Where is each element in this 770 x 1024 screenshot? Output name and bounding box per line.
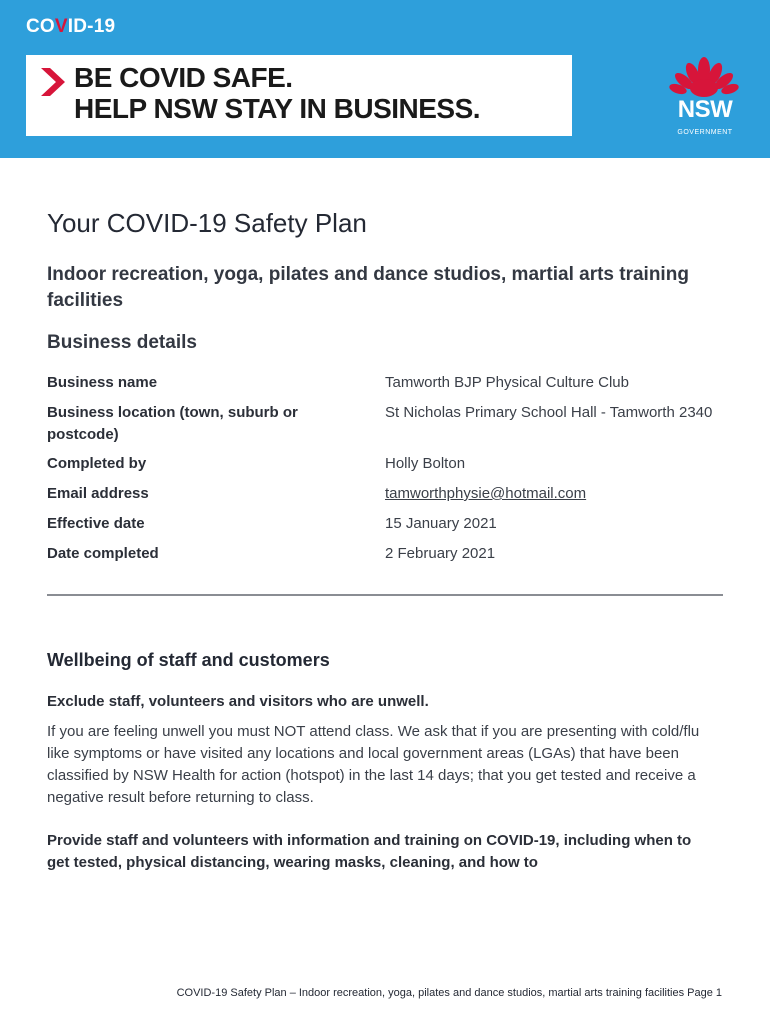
- nsw-logo-government: GOVERNMENT: [677, 129, 733, 136]
- chevron-right-icon: [41, 68, 65, 96]
- page-header: [0, 0, 770, 158]
- be-covid-safe-banner: [26, 55, 572, 136]
- field-label: Effective date: [47, 515, 145, 532]
- page-subtitle: Indoor recreation, yoga, pilates and dance studios, martial arts training facilities: [47, 264, 689, 311]
- business-details-heading: Business details: [47, 332, 197, 353]
- section-divider: [47, 594, 723, 596]
- nsw-logo-wordmark: NSW: [677, 96, 733, 123]
- waratah-icon: [664, 56, 744, 98]
- nsw-government-logo: [664, 56, 744, 142]
- banner-line-1: BE COVID SAFE.: [74, 62, 293, 93]
- wellbeing-heading: Wellbeing of staff and customers: [47, 650, 330, 670]
- field-label: Business name: [47, 374, 158, 391]
- page-title: Your COVID-19 Safety Plan: [47, 208, 367, 238]
- page-footer: COVID-19 Safety Plan – Indoor recreation, yoga, pilates and dance studios, martial arts training facilities Page 1: [176, 987, 722, 999]
- field-label: Email address: [47, 485, 149, 502]
- exclude-unwell-text: If you are feeling unwell you must NOT attend class. We ask that if you are presenting with cold/flu like symptoms or have visited any locations and local government areas (LGAs) that have been classified by NSW Health for action (hotspot) in the last 14 days; that you get tested and receive a negative result before returning to class.: [47, 723, 700, 806]
- training-heading: Provide staff and volunteers with information and training on COVID-19, including when to get tested, physical distancing, wearing masks, cleaning, and how to: [47, 832, 692, 871]
- exclude-unwell-heading: Exclude staff, volunteers and visitors who are unwell.: [47, 693, 429, 710]
- field-value: St Nicholas Primary School Hall - Tamworth 2340: [385, 404, 713, 421]
- field-label: Completed by: [47, 455, 147, 472]
- field-value: Tamworth BJP Physical Culture Club: [385, 374, 629, 391]
- field-value: 15 January 2021: [385, 515, 497, 532]
- field-label: Business location (town, suburb or postcode): [47, 404, 298, 443]
- field-value: Holly Bolton: [385, 455, 466, 472]
- covid-19-label: COVID-19: [26, 16, 116, 37]
- field-value: 2 February 2021: [385, 545, 496, 562]
- field-label: Date completed: [47, 545, 159, 562]
- email-link[interactable]: tamworthphysie@hotmail.com: [385, 485, 587, 502]
- banner-line-2: HELP NSW STAY IN BUSINESS.: [74, 93, 481, 124]
